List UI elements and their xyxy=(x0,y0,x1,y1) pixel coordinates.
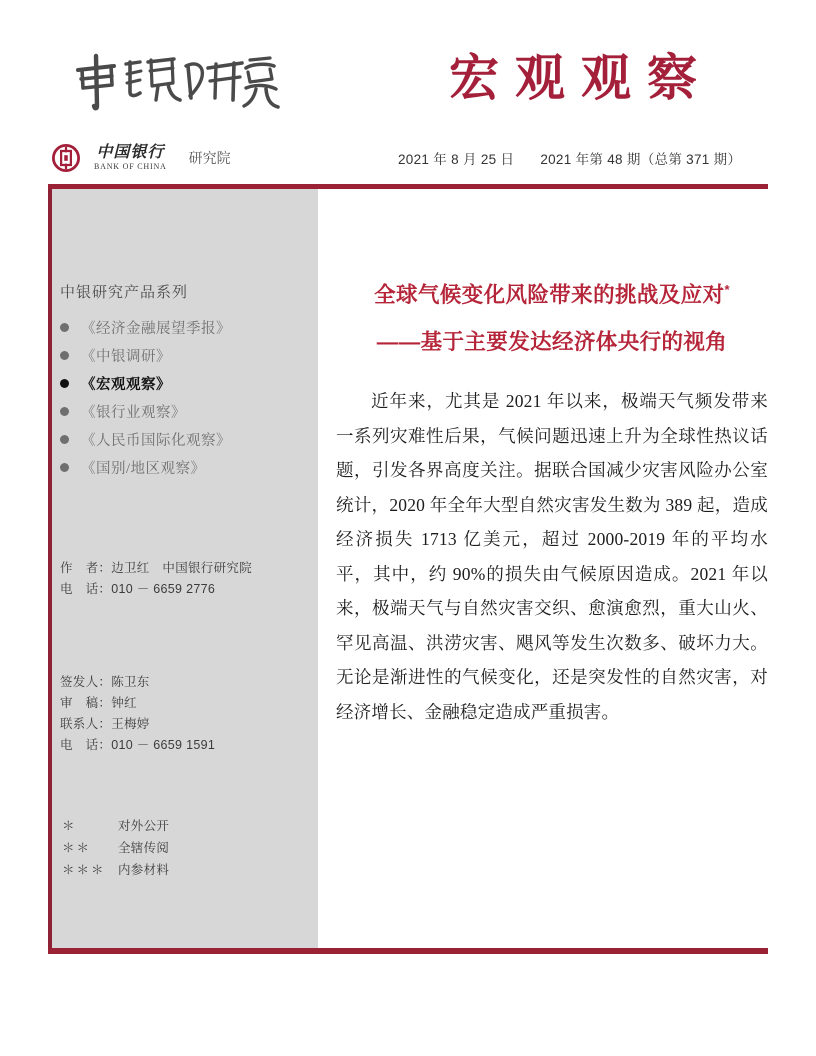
boc-name-cn: 中国银行 xyxy=(96,144,165,161)
boc-wordmark xyxy=(94,145,167,171)
distribution-notes xyxy=(62,815,312,881)
note-row xyxy=(62,837,312,859)
sidebar-item-label: 《银行业观察》 xyxy=(81,404,186,421)
issue-date: 2021 年 8 月 25 日 xyxy=(398,152,515,167)
bank-of-china-branding xyxy=(52,144,231,172)
boc-emblem-icon xyxy=(52,144,80,172)
sidebar-item-label: 《中银调研》 xyxy=(81,348,171,365)
sidebar-item-label: 《国别/地区观察》 xyxy=(81,460,206,477)
author-contact-block xyxy=(60,558,310,600)
article-column xyxy=(336,189,768,948)
bullet-icon xyxy=(60,435,69,444)
sidebar-heading: 中银研究产品系列 xyxy=(60,284,189,301)
note-mark: ＊＊ xyxy=(62,841,92,855)
sidebar-item-label: 《人民币国际化观察》 xyxy=(81,432,231,449)
contact-phone-line: 电 话：010 － 6659 1591 xyxy=(60,738,216,752)
bullet-icon xyxy=(60,379,69,388)
note-row xyxy=(62,815,312,837)
sidebar xyxy=(52,189,318,948)
sidebar-item-rmb-internationalization[interactable] xyxy=(60,425,310,453)
journal-title: 宏观观察 xyxy=(449,50,713,106)
product-series-list xyxy=(60,313,310,481)
sidebar-item-label: 《宏观观察》 xyxy=(81,376,171,393)
brand-calligraphy-logo xyxy=(70,48,280,118)
bullet-icon xyxy=(60,407,69,416)
editorial-contact-block xyxy=(60,672,310,756)
issue-number: 2021 年第 48 期（总第 371 期） xyxy=(540,152,742,167)
note-text: 内参材料 xyxy=(118,863,170,877)
note-text: 对外公开 xyxy=(118,819,170,833)
article-title-footnote-mark: * xyxy=(724,282,730,297)
note-row xyxy=(62,859,312,881)
bullet-icon xyxy=(60,463,69,472)
issue-line xyxy=(398,148,816,168)
issuer-line: 签发人：陈卫东 xyxy=(60,675,150,689)
contact-person-line: 联系人：王梅婷 xyxy=(60,717,150,731)
author-phone-line: 电 话：010 － 6659 2776 xyxy=(60,582,216,596)
author-line: 作 者：边卫红 中国银行研究院 xyxy=(60,561,253,575)
article-subtitle: ——基于主要发达经济体央行的视角 xyxy=(376,330,728,355)
sidebar-item-boc-research[interactable] xyxy=(60,341,310,369)
sidebar-item-label: 《经济金融展望季报》 xyxy=(81,320,231,337)
sidebar-item-economic-outlook[interactable] xyxy=(60,313,310,341)
sidebar-item-macro-observation[interactable] xyxy=(60,369,310,397)
boc-name-en: BANK OF CHINA xyxy=(94,162,167,171)
article-title-text: 全球气候变化风险带来的挑战及应对 xyxy=(374,283,725,308)
note-mark: ＊＊＊ xyxy=(62,863,106,877)
institute-label: 研究院 xyxy=(188,150,231,166)
article-title xyxy=(336,189,768,312)
note-text: 全辖传阅 xyxy=(118,841,170,855)
article-body-paragraph: 近年来，尤其是 2021 年以来，极端天气频发带来一系列灾难性后果，气候问题迅速上升为全球性热议话题，引发各界高度关注。据联合国减少灾害风险办公室统计，2020 年全年大型自然灾害发生数为 389 起，造成经济损失 1713 亿美元，超过 2000-2019 年的平均水平，其中，约 90%的损失由气候原因造成。2021 年以来，极端天气与自然灾害交织、愈演愈烈，重大山火、罕见高温、洪涝灾害、飓风等发生次数多、破坏力大。无论是渐进性的气候变化，还是突发性的自然灾害，对经济增长、金融稳定造成严重损害。 xyxy=(336,391,768,722)
sidebar-item-country-region-observation[interactable] xyxy=(60,453,310,481)
note-mark: ＊ xyxy=(62,819,77,833)
sidebar-item-banking-observation[interactable] xyxy=(60,397,310,425)
bullet-icon xyxy=(60,323,69,332)
footer-divider-rule xyxy=(48,948,768,954)
reviewer-line: 审 稿：钟红 xyxy=(60,696,137,710)
masthead xyxy=(48,40,768,180)
bullet-icon xyxy=(60,351,69,360)
